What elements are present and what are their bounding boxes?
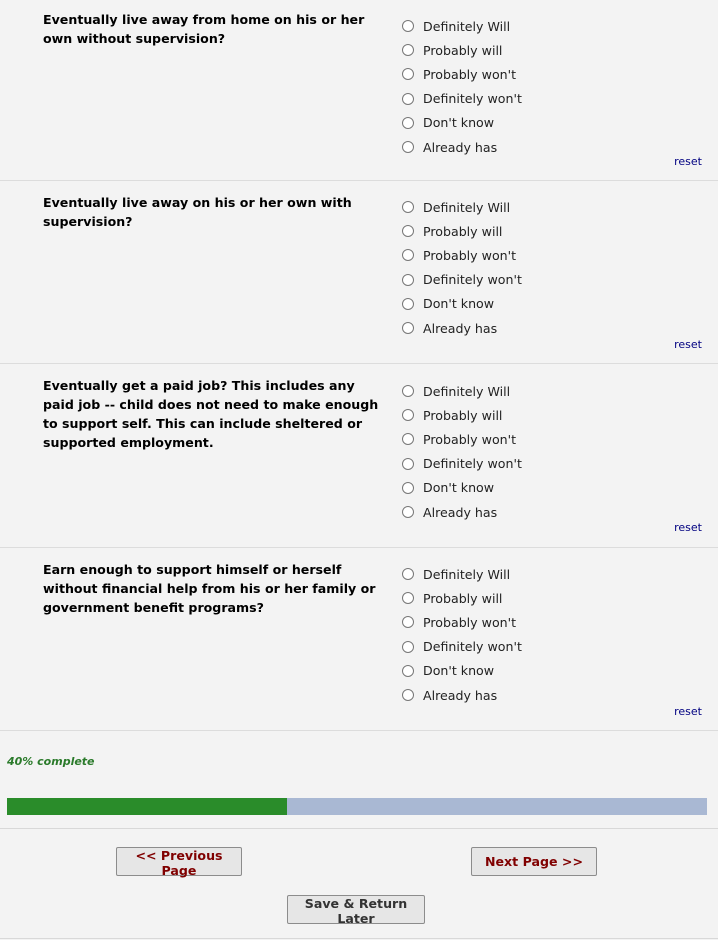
answer-option[interactable] (400, 87, 522, 111)
answer-option[interactable] (400, 500, 522, 524)
radio-button[interactable] (402, 506, 414, 518)
answer-option[interactable] (400, 586, 522, 610)
reset-link[interactable]: reset (674, 521, 702, 534)
answer-option[interactable] (400, 316, 522, 340)
answer-option[interactable] (400, 38, 522, 62)
option-label: Probably will (423, 42, 503, 58)
answer-option[interactable] (400, 111, 522, 135)
option-label: Probably won't (423, 247, 517, 263)
radio-button[interactable] (402, 616, 414, 628)
answer-option[interactable] (400, 635, 522, 659)
option-label: Probably will (423, 223, 503, 239)
answer-option[interactable] (400, 135, 522, 159)
question-text: Eventually get a paid job? This includes any paid job -- child does not need to make enough to support self. This can include sheltered or supported employment. (43, 378, 379, 450)
radio-button[interactable] (402, 141, 414, 153)
answer-option[interactable] (400, 219, 522, 243)
option-label: Don't know (423, 115, 495, 131)
option-label: Probably will (423, 590, 503, 606)
reset-link[interactable]: reset (674, 155, 702, 168)
option-label: Probably won't (423, 66, 517, 82)
radio-button[interactable] (402, 433, 414, 445)
option-label: Definitely won't (423, 91, 522, 107)
save-return-later-button[interactable]: Save & Return Later (287, 895, 425, 924)
answer-option[interactable] (400, 14, 522, 38)
answer-option[interactable] (400, 292, 522, 316)
progress-bar-fill (7, 798, 287, 815)
reset-link[interactable]: reset (674, 338, 702, 351)
answer-option[interactable] (400, 562, 522, 586)
option-label: Don't know (423, 663, 495, 679)
answer-option[interactable] (400, 379, 522, 403)
question-block (0, 0, 718, 181)
radio-button[interactable] (402, 568, 414, 580)
option-label: Definitely Will (423, 383, 511, 399)
option-label: Already has (423, 504, 498, 520)
radio-button[interactable] (402, 249, 414, 261)
radio-button[interactable] (402, 385, 414, 397)
radio-button[interactable] (402, 93, 414, 105)
progress-bar (7, 798, 707, 815)
divider (0, 938, 718, 939)
question-block (0, 548, 718, 731)
radio-button[interactable] (402, 117, 414, 129)
radio-button[interactable] (402, 322, 414, 334)
question-text: Earn enough to support himself or herself without financial help from his or her family or government benefit programs? (43, 562, 376, 615)
option-label: Probably will (423, 407, 503, 423)
answer-option[interactable] (400, 403, 522, 427)
option-label: Definitely won't (423, 456, 522, 472)
radio-button[interactable] (402, 20, 414, 32)
radio-button[interactable] (402, 225, 414, 237)
answer-options (400, 14, 522, 159)
radio-button[interactable] (402, 44, 414, 56)
answer-options (400, 562, 522, 707)
answer-option[interactable] (400, 683, 522, 707)
question-block (0, 364, 718, 548)
question-block (0, 181, 718, 364)
divider (0, 828, 718, 829)
answer-option[interactable] (400, 476, 522, 500)
radio-button[interactable] (402, 201, 414, 213)
option-label: Already has (423, 320, 498, 336)
answer-option[interactable] (400, 243, 522, 267)
radio-button[interactable] (402, 482, 414, 494)
answer-options (400, 379, 522, 524)
answer-option[interactable] (400, 659, 522, 683)
answer-option[interactable] (400, 268, 522, 292)
option-label: Probably won't (423, 431, 517, 447)
radio-button[interactable] (402, 689, 414, 701)
previous-page-button[interactable]: << Previous Page (116, 847, 242, 876)
progress-label: 40% complete (7, 755, 95, 768)
next-page-button[interactable]: Next Page >> (471, 847, 597, 876)
question-text: Eventually live away from home on his or her own without supervision? (43, 12, 365, 46)
option-label: Don't know (423, 480, 495, 496)
answer-option[interactable] (400, 62, 522, 86)
radio-button[interactable] (402, 274, 414, 286)
radio-button[interactable] (402, 592, 414, 604)
option-label: Definitely Will (423, 18, 511, 34)
radio-button[interactable] (402, 409, 414, 421)
radio-button[interactable] (402, 665, 414, 677)
answer-options (400, 195, 522, 340)
answer-option[interactable] (400, 195, 522, 219)
reset-link[interactable]: reset (674, 705, 702, 718)
option-label: Definitely won't (423, 272, 522, 288)
option-label: Already has (423, 139, 498, 155)
answer-option[interactable] (400, 452, 522, 476)
radio-button[interactable] (402, 458, 414, 470)
radio-button[interactable] (402, 68, 414, 80)
option-label: Definitely Will (423, 566, 511, 582)
answer-option[interactable] (400, 610, 522, 634)
radio-button[interactable] (402, 641, 414, 653)
answer-option[interactable] (400, 427, 522, 451)
question-text: Eventually live away on his or her own with supervision? (43, 195, 352, 229)
option-label: Definitely Will (423, 199, 511, 215)
radio-button[interactable] (402, 298, 414, 310)
option-label: Definitely won't (423, 639, 522, 655)
option-label: Already has (423, 687, 498, 703)
option-label: Don't know (423, 296, 495, 312)
option-label: Probably won't (423, 614, 517, 630)
